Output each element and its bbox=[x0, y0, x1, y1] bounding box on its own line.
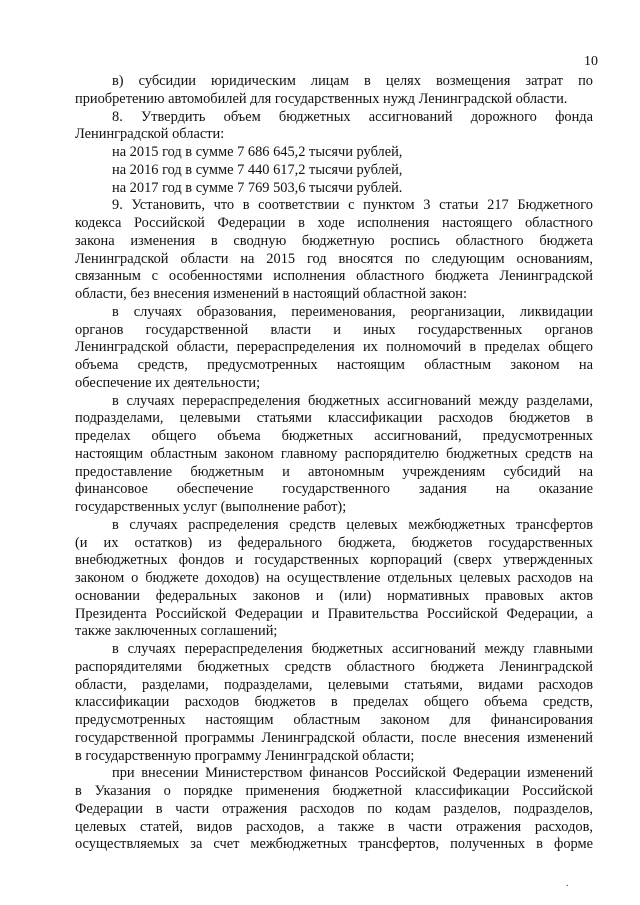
text-line: Федерации в части отражения расходов по кодам разделов, подразделов, bbox=[75, 800, 593, 817]
text-line: в случаях перераспределения бюджетных ассигнований между разделами, bbox=[112, 392, 593, 409]
text-line: при внесении Министерством финансов Российской Федерации изменений bbox=[112, 765, 593, 782]
text-line: в) субсидии юридическим лицам в целях возмещения затрат по bbox=[112, 73, 593, 89]
text-line: предусмотренных настоящим областным законом для финансирования bbox=[75, 712, 593, 728]
text-line: обеспечение их деятельности; bbox=[75, 374, 261, 391]
text-line: классификации расходов бюджетов в пределах общего объема средств, bbox=[75, 694, 593, 711]
text-line: государственных услуг (выполнение работ); bbox=[75, 499, 347, 515]
text-line: (и их остатков) из федерального бюджета, бюджетов государственных bbox=[75, 534, 593, 551]
text-line: на 2015 год в сумме 7 686 645,2 тысячи рублей, bbox=[112, 144, 403, 160]
text-line: области, разделами, подразделами, целевыми статьями, видами расходов bbox=[75, 676, 593, 693]
text-line: Ленинградской области: bbox=[75, 126, 225, 143]
text-line: в Указания о порядке применения бюджетной классификации Российской bbox=[75, 783, 593, 799]
text-line: Президента Российской Федерации и Правительства Российской Федерации, а bbox=[75, 605, 593, 622]
text-line: объема средств, предусмотренных настоящим областным законом на bbox=[75, 357, 593, 373]
text-line: законом о бюджете доходов) на осуществление отдельных целевых расходов на bbox=[75, 570, 593, 586]
text-line: государственной программы Ленинградской области, после внесения изменений bbox=[75, 729, 593, 746]
corner-mark: . bbox=[566, 878, 569, 889]
text-line: в случаях образования, переименования, реорганизации, ликвидации bbox=[112, 303, 593, 320]
text-line: закона изменения в сводную бюджетную роспись областного бюджета bbox=[75, 232, 593, 249]
text-line: области, без внесения изменений в настоящий областной закон: bbox=[75, 286, 467, 302]
text-line: в случаях перераспределения бюджетных ассигнований между главными bbox=[112, 641, 593, 657]
page-number: 10 bbox=[584, 54, 598, 69]
text-line: Ленинградской области на 2015 год вносятся по следующим основаниям, bbox=[75, 250, 593, 267]
text-line: осуществляемых за счет межбюджетных трансфертов, полученных в форме bbox=[75, 836, 593, 853]
text-line: на 2016 год в сумме 7 440 617,2 тысячи рублей, bbox=[112, 161, 403, 178]
text-line: распорядителями бюджетных средств областного бюджета Ленинградской bbox=[75, 658, 593, 675]
text-line: связанным с особенностями исполнения областного бюджета Ленинградской bbox=[75, 268, 593, 285]
text-line: Ленинградской области, перераспределения их полномочий в пределах общего bbox=[75, 339, 593, 356]
text-line: финансовое обеспечение государственного задания на оказание bbox=[75, 481, 593, 498]
text-line: внебюджетных фондов и государственных корпораций (сверх утвержденных bbox=[75, 552, 593, 569]
text-line: 9. Установить, что в соответствии с пунктом 3 статьи 217 Бюджетного bbox=[112, 197, 593, 214]
text-line: органов государственной власти и иных государственных органов bbox=[75, 321, 593, 338]
text-line: целевых статей, видов расходов, а также в части отражения расходов, bbox=[75, 818, 593, 835]
text-line: пределах общего объема бюджетных ассигнований, предусмотренных bbox=[75, 428, 593, 444]
text-line: в случаях распределения средств целевых межбюджетных трансфертов bbox=[112, 516, 593, 533]
text-line: в государственную программу Ленинградской области; bbox=[75, 747, 415, 764]
text-line: на 2017 год в сумме 7 769 503,6 тысячи рублей. bbox=[112, 179, 403, 196]
text-line: 8. Утвердить объем бюджетных ассигнований дорожного фонда bbox=[112, 108, 593, 125]
text-line: кодекса Российской Федерации в ходе исполнения настоящего областного bbox=[75, 215, 593, 231]
text-line: предоставление бюджетным и автономным учреждениям субсидий на bbox=[75, 463, 593, 480]
body-text bbox=[75, 73, 593, 854]
text-line: основании федеральных законов и (или) нормативных правовых актов bbox=[75, 587, 593, 604]
text-line: настоящим областным законом главному распорядителю бюджетных средств на bbox=[75, 445, 593, 462]
text-line: подразделами, целевыми статьями классификации расходов бюджетов в bbox=[75, 410, 593, 427]
text-line: приобретению автомобилей для государственных нужд Ленинградской области. bbox=[75, 90, 568, 107]
text-line: также заключенных соглашений; bbox=[75, 623, 278, 640]
